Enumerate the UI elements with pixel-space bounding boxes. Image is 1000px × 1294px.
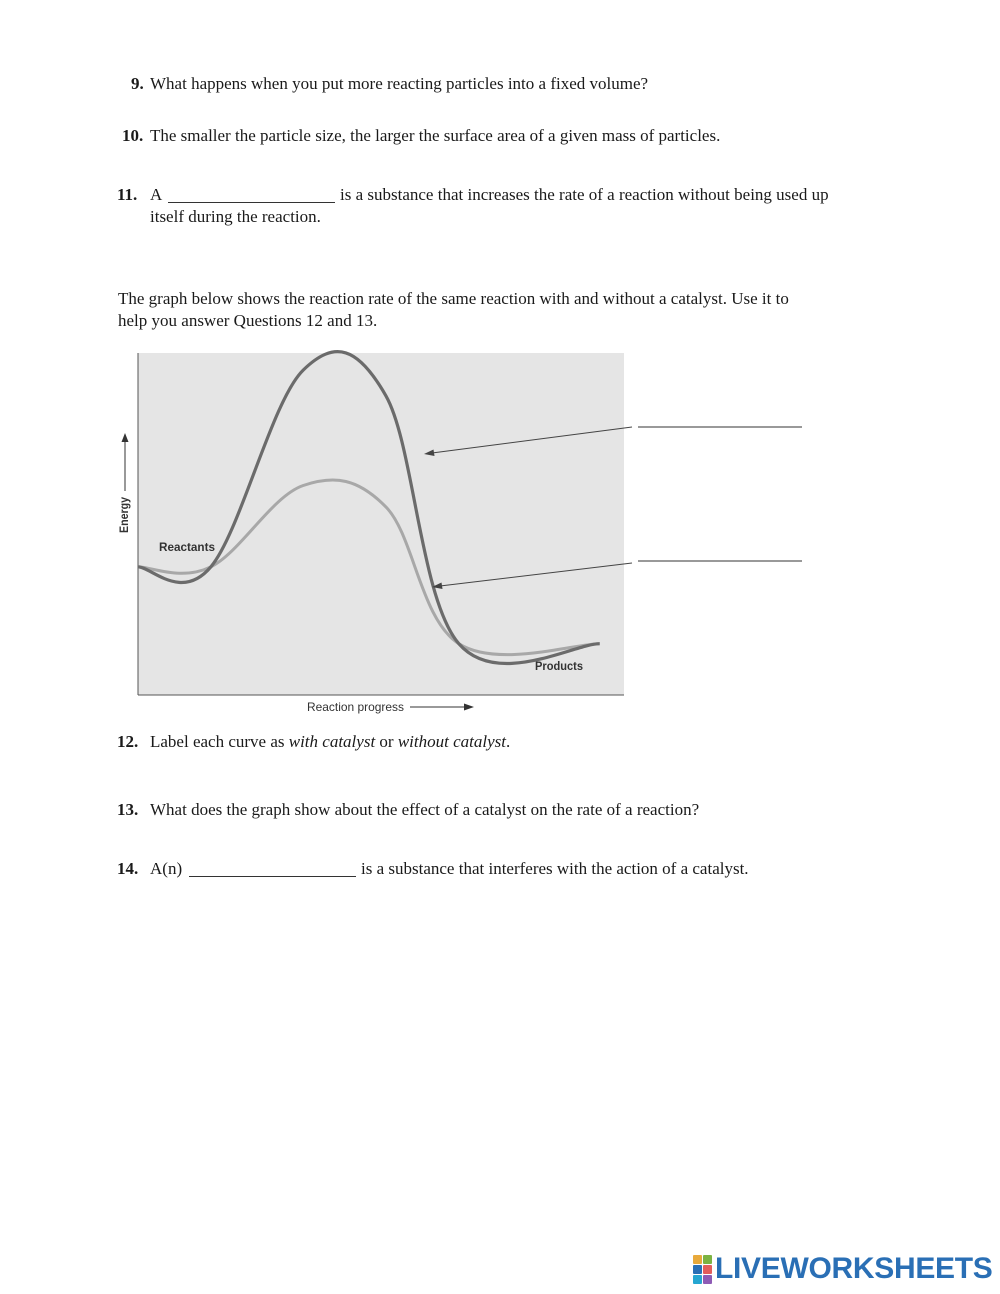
question-text-c: . (505, 732, 511, 751)
question-13 (0, 799, 1000, 823)
question-text-line2: itself during the reaction. (150, 207, 321, 226)
question-12 (0, 731, 1000, 755)
intro-line-2: help you answer Questions 12 and 13. (118, 311, 378, 330)
question-text: The smaller the particle size, the larger the surface area of a given mass of particles. (150, 126, 721, 145)
question-text: is a substance that interferes with the action of a catalyst. (361, 859, 749, 878)
logo-square (703, 1265, 712, 1274)
question-prefix: A(n) (150, 859, 183, 878)
question-number: 9. (131, 74, 144, 93)
y-axis-label: Energy (117, 492, 131, 533)
logo-square (693, 1275, 702, 1284)
logo-square (693, 1265, 702, 1274)
logo-square (703, 1275, 712, 1284)
question-text (150, 731, 510, 753)
x-axis-arrowhead (464, 704, 474, 711)
products-label: Products (535, 659, 584, 673)
question-text: is a substance that increases the rate of a reaction without being used up (340, 185, 829, 204)
logo-square (693, 1255, 702, 1264)
question-text: What happens when you put more reacting particles into a fixed volume? (150, 74, 649, 93)
logo-square (703, 1255, 712, 1264)
question-number: 14. (117, 859, 139, 878)
without-catalyst-text: without catalyst (397, 732, 506, 751)
question-number: 11. (117, 185, 138, 204)
x-axis-label: Reaction progress (307, 700, 404, 714)
question-prefix: A (150, 185, 163, 204)
intro-line-1: The graph below shows the reaction rate of the same reaction with and without a catalyst. Use it to (118, 289, 789, 308)
answer-input-q14[interactable] (191, 858, 354, 878)
question-10 (0, 125, 1000, 149)
logo-text: LIVEWORKSHEETS (715, 1252, 993, 1285)
question-14 (0, 858, 1000, 882)
question-text: What does the graph show about the effect of a catalyst on the rate of a reaction? (150, 800, 700, 819)
answer-input-top-curve[interactable] (640, 404, 800, 424)
question-9 (0, 73, 1000, 97)
question-number: 13. (117, 800, 139, 819)
y-axis-arrowhead (122, 433, 129, 442)
answer-input-bottom-curve[interactable] (640, 538, 800, 558)
question-11 (0, 184, 1000, 230)
graph-intro (118, 288, 978, 334)
reactants-label: Reactants (159, 540, 216, 554)
question-text-a: Label each curve as (150, 732, 289, 751)
plot-background (138, 353, 624, 695)
liveworksheets-logo (693, 1254, 993, 1284)
question-number: 12. (117, 732, 139, 751)
energy-diagram (110, 345, 820, 720)
answer-input-q11[interactable] (170, 184, 333, 204)
with-catalyst-text: with catalyst (288, 732, 376, 751)
logo-icon (693, 1255, 712, 1284)
question-number: 10. (122, 126, 144, 145)
question-text-b: or (375, 732, 398, 751)
